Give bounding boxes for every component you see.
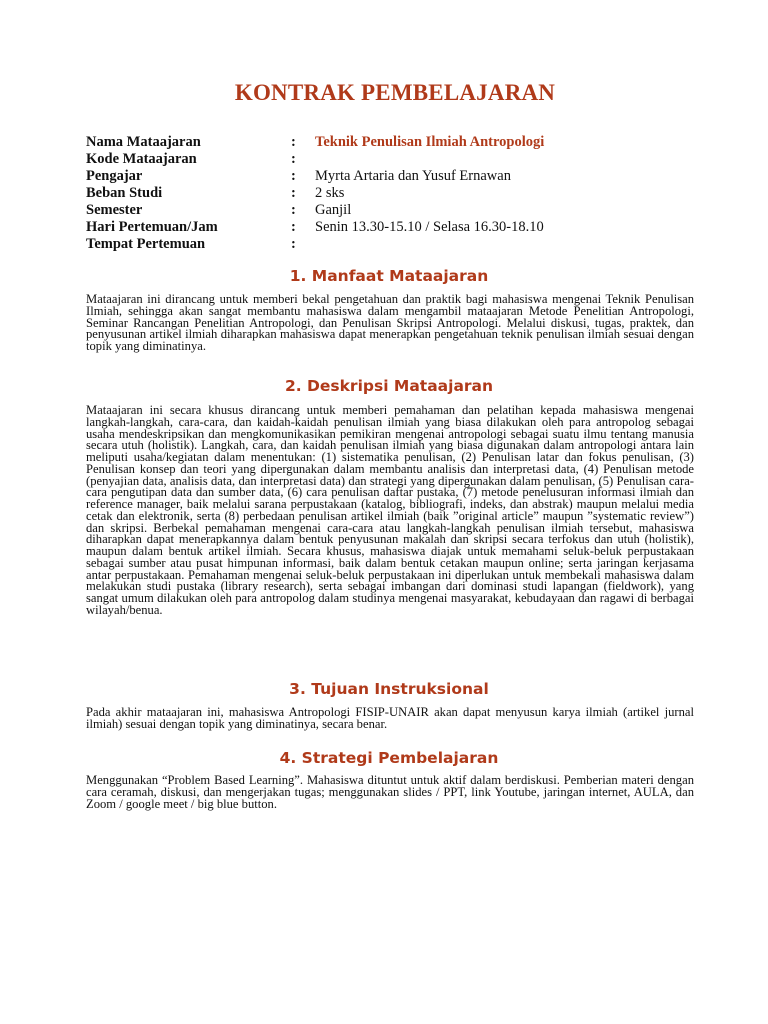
info-colon: : (291, 202, 296, 218)
info-row-schedule (86, 219, 544, 236)
section-heading-benefits: 1. Manfaat Mataajaran (289, 267, 489, 285)
section-body-strategy: Menggunakan “Problem Based Learning”. Mahasiswa dituntut untuk aktif dalam berdiskusi. Pemberian materi dengan cara ceramah, diskusi, dan mengerjakan tugas; menggunakan slides / PPT, link Youtube, jaringan internet, AULA, dan Zoom / google meet / big blue button. (86, 773, 694, 811)
info-value: Teknik Penulisan Ilmiah Antropologi (315, 134, 545, 150)
info-value: Myrta Artaria dan Yusuf Ernawan (315, 168, 511, 184)
info-label: Kode Mataajaran (86, 151, 197, 167)
info-row-lecturer (86, 168, 544, 185)
info-label: Nama Mataajaran (86, 134, 201, 150)
info-row-credits (86, 185, 544, 202)
info-row-course-name (86, 134, 544, 151)
info-row-course-code (86, 151, 544, 168)
section-body-objectives: Pada akhir mataajaran ini, mahasiswa Antropologi FISIP-UNAIR akan dapat menyusun karya ilmiah (artikel jurnal ilmiah) sesuai dengan topik yang diminatinya, secara benar. (86, 705, 694, 731)
info-label: Tempat Pertemuan (86, 236, 206, 252)
info-value (315, 151, 544, 168)
info-colon: : (291, 168, 296, 184)
course-info-table (86, 134, 544, 253)
section-heading-strategy: 4. Strategi Pembelajaran (279, 749, 499, 767)
info-label: Hari Pertemuan/Jam (86, 219, 218, 235)
section-heading-description: 2. Deskripsi Mataajaran (284, 377, 494, 395)
info-value: Senin 13.30-15.10 / Selasa 16.30-18.10 (315, 219, 544, 235)
section-body-benefits: Mataajaran ini dirancang untuk memberi bekal pengetahuan dan praktik bagi mahasiswa mengenai Teknik Penulisan Ilmiah, sehingga akan sangat membantu mahasiswa dalam mengambil mataajaran Metode Penelitian Antropologi, Seminar Rancangan Penelitian Antropologi, dan Penulisan Skripsi Antropologi. Melalui diskusi, tugas, praktek, dan penyusunan artikel ilmiah diharapkan mahasiswa dapat menerapkan pengetahuan teknik penulisan ilmiah sesuai dengan topik yang diminatinya. (86, 292, 694, 353)
info-colon: : (291, 236, 296, 252)
info-label: Pengajar (86, 168, 143, 184)
info-colon: : (291, 185, 296, 201)
info-value: 2 sks (315, 185, 345, 201)
info-label: Semester (86, 202, 143, 218)
info-value (315, 236, 544, 253)
document-title: KONTRAK PEMBELAJARAN (234, 80, 556, 105)
info-colon: : (291, 219, 296, 235)
info-label: Beban Studi (86, 185, 163, 201)
info-colon: : (291, 151, 296, 167)
section-heading-objectives: 3. Tujuan Instruksional (289, 680, 489, 698)
info-row-semester (86, 202, 544, 219)
section-body-description: Mataajaran ini secara khusus dirancang untuk memberi pemahaman dan pelatihan kepada mahasiswa mengenai langkah-langkah, cara-cara, dan kaidah-kaidah penulisan ilmiah yang biasa dilakukan oleh para antropolog sebagai usaha mendeskripsikan dan mengkomunikasikan pemikiran mengenai antropologi sebagai suatu ilmu tentang manusia secara utuh (holistik). Langkah, cara, dan kaidah penulisan ilmiah yang biasa digunakan dalam antropologi antara lain meliputi usaha/kegiatan dalam menentukan: (1) sistematika penulisan, (2) Penulisan latar dan fokus penulisan, (3) Penulisan konsep dan teori yang dipergunakan dalam membantu analisis dan interpretasi data, (4) Penulisan metode (penyajian data, analisis data, dan interpretasi data) dan strategi yang dipergunakan dalam penulisan, (5) Penulisan cara-cara pengutipan data dan sumber data, (6) cara penulisan daftar pustaka, (7) metode penelusuran informasi ilmiah dan reference manager, baik melalui sarana perpustakaan (katalog, bibliografi, indeks, dan abstrak) maupun melalui media cetak dan elektronik, serta (8) perbedaan penulisan artikel ilmiah (baik ”original article” maupun ”systematic review”) dan skripsi. Berbekal pemahaman mengenai cara-cara atau langkah-langkah penulisan ilmiah tersebut, mahasiswa diharapkan dapat menerapkannya dalam bentuk penyusunan makalah dan skripsi secara terfokus dan utuh (holistik), maupun dalam bentuk artikel ilmiah. Secara khusus, mahasiswa diajak untuk memahami seluk-beluk perpustakaan sebagai sumber atau pusat himpunan informasi, baik dalam bentuk cetakan maupun online; serta jaringan kerjasama antar perpustakaan. Pemahaman mengenai seluk-beluk perpustakaan ini diperlukan untuk membekali mahasiswa dalam melakukan studi pustaka (library research), serta sebagai imbangan dari dominasi studi lapangan (fieldwork), yang sangat umum dilakukan oleh para antropolog dalam studinya mengenai masyarakat, kebudayaan dan ragawi di berbagai wilayah/benua. (86, 403, 694, 617)
info-value: Ganjil (315, 202, 352, 218)
info-colon: : (291, 134, 296, 150)
info-row-location (86, 236, 544, 253)
